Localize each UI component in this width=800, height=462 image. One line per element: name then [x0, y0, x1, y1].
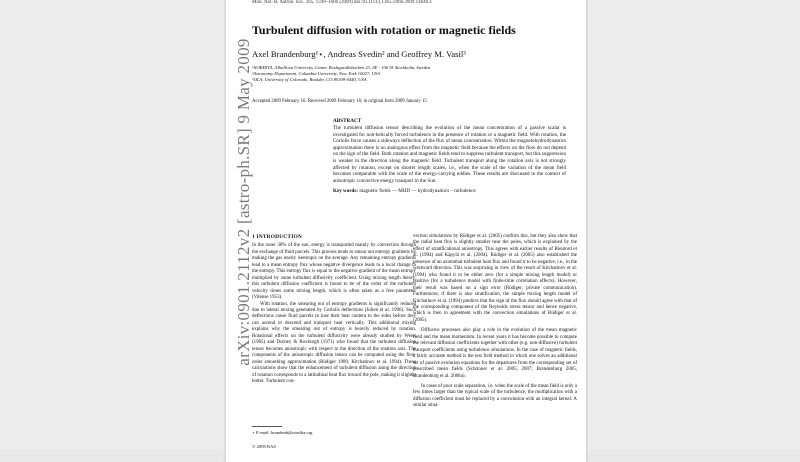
footnote: ⋆ E-mail: brandenb@nordita.org: [252, 430, 313, 435]
affiliation-2: ²Astronomy Department, Columbia University, New York 10027, USA: [252, 71, 380, 77]
keywords-text: magnetic fields — MHD — hydrodynamics – turbulence: [359, 188, 476, 195]
left-column: [252, 234, 416, 385]
author-list: Axel Brandenburg¹⋆, Andreas Svedin² and Geoffrey M. Vasil³: [252, 49, 466, 59]
paragraph: In the outer 30% of the sun, energy is transported mainly by convection through the exchange of fluid parcels. This process tends to smear out entropy gradients by making the gas nearly isentropic on the average. Any remaining entropy gradients lead to a mean entropy flux whose negative divergence leads to a local change in the entropy. This entropy flux is equal to the negative gradient of the mean entropy multiplied by some turbulent diffusivity coefficient. Using mixing length theory, this turbulent diffusion coefficient is found to be of the order of the turbulent velocity times some mixing length, which is often taken as a free parameter (Vitense 1953).: [252, 243, 416, 301]
arxiv-stamp-text: arXiv:0901.2112v2 [astro-ph.SR] 9 May 2009: [234, 38, 253, 366]
abstract-heading: ABSTRACT: [333, 118, 362, 124]
paper-title: Turbulent diffusion with rotation or magnetic fields: [252, 23, 516, 37]
keywords: [333, 188, 566, 195]
paragraph: With rotation, the smearing out of entropy gradients is significantly reduced due to lateral mixing generated by Coriolis deflections (Julien et al. 1996). Such deflections cause fluid parcels to lose their heat content to the sides before they can ascend or descend and transport heat vertically. This additional mixing explains why the smearing out of entropy is heavily reduced by rotation. Rotational effects on the turbulent diffusivity were already studied by Weiss (1965) and Durney & Roxburgh (1971) who found that the turbulent diffusion tensor becomes anisotropic with respect to the direction of the rotation axis. The components of the anisotropic diffusion tensor can be computed using the first-order smoothing approximation (Rüdiger 1989, Kitchatinov et al. 1994). These calculations show that the enhancement of turbulent diffusion along the direction of rotation corresponds to a latitudinal heat flux toward the pole, making it slightly hotter. Turbulent con-: [252, 301, 416, 384]
paragraph: In cases of poor scale separation, i.e. when the scale of the mean field is only a few times larger than the typical scale of the turbulence, the multiplication with a diffusion coefficient must be replaced by a convolution with an integral kernel. A similar situa-: [413, 383, 577, 409]
section-heading: 1 INTRODUCTION: [252, 234, 302, 240]
abstract-text: The turbulent diffusion tensor describing the evolution of the mean concentration of a passive scalar is investigated for non-helically forced turbulence in the presence of rotation or a magnetic field. With rotation, the Coriolis force causes a sideways deflection of the flux of mean concentration. Within the magnetohydrodynamics approximation there is no analogous effect from the magnetic field because the effects on the flow do not depend on the sign of the field. Both rotation and magnetic fields tend to suppress turbulent transport, but this suppression is weaker in the direction along the magnetic field. Turbulent transport along the rotation axis is not strongly affected by rotation, except on shorter length scales, i.e., when the scale of the variation of the mean field becomes comparable with the scale of the energy-carrying eddies. These results are discussed in the context of anisotropic convective energy transport in the Sun.: [333, 125, 566, 184]
keywords-label: Key words:: [333, 188, 359, 195]
journal-header: Mon. Not. R. Astron. Soc. 395, 1599–1606 (2009) doi:10.1111/j.1365-2966.2009.14646.x: [252, 0, 432, 5]
paragraph: Diffusive processes also play a role in the evolution of the mean magnetic field and the mean momentum. In recent years it has become possible to compute the relevant diffusion coefficients together with other (e.g. non-diffusive) turbulent transport coefficients using turbulence simulations. In the case of magnetic fields, a fairly accurate method is the test field method in which one solves an additional set of passive evolution equations for the departures from the corresponding set of prescribed mean fields (Schrinner et al. 2005, 2007; Brandenburg 2005, Brandenburg et al. 2008a).: [413, 328, 577, 379]
abstract-block: [333, 118, 566, 195]
pdf-page: [226, 0, 586, 462]
affiliations: [252, 65, 430, 83]
affiliation-1: ¹NORDITA, AlbaNova University Center, Roslagstullsbacken 23, SE - 106 91 Stockholm, Sweden: [252, 65, 431, 70]
footnote-rule: [252, 426, 282, 427]
right-column: [413, 234, 577, 410]
received-dates: Accepted 2009 February 16. Received 2009 February 16; in original form 2009 January 15: [252, 99, 427, 104]
paragraph: vection simulations by Rüdiger et al. (2005) confirm this, but they also show that the radial heat flux is slightly smaller near the poles, which is explained by the effect of stratificational anisotropy. This agrees with earlier results of Rieutord et al. (1994) and Käpylä et al. (2004). Rüdiger et al. (2005) also established the presence of an azimuthal turbulent heat flux and found it to be negative, i.e., in the westward direction. This was surprising in view of the result of Kitchatinov et al. (1994) who found it to be either zero (for a simple mixing length model) or positive (for a turbulence model with finite-time correlation effects). However, their result was based on a sign error (Rüdiger, private communication). Furthermore, if there is also stratification, the simple mixing length model of Kitchatinov et al. (1994) predicts that the sign of the flux should agree with that of the corresponding component of the Reynolds stress tensor and hence negative, which is then in agreement with the convection simulations of Rüdiger et al. (2005).: [413, 234, 577, 323]
copyright: © 2009 RAS: [252, 444, 276, 449]
affiliation-3: ³JILA, University of Colorado, Boulder, CO 80309-0440, USA: [252, 77, 367, 83]
